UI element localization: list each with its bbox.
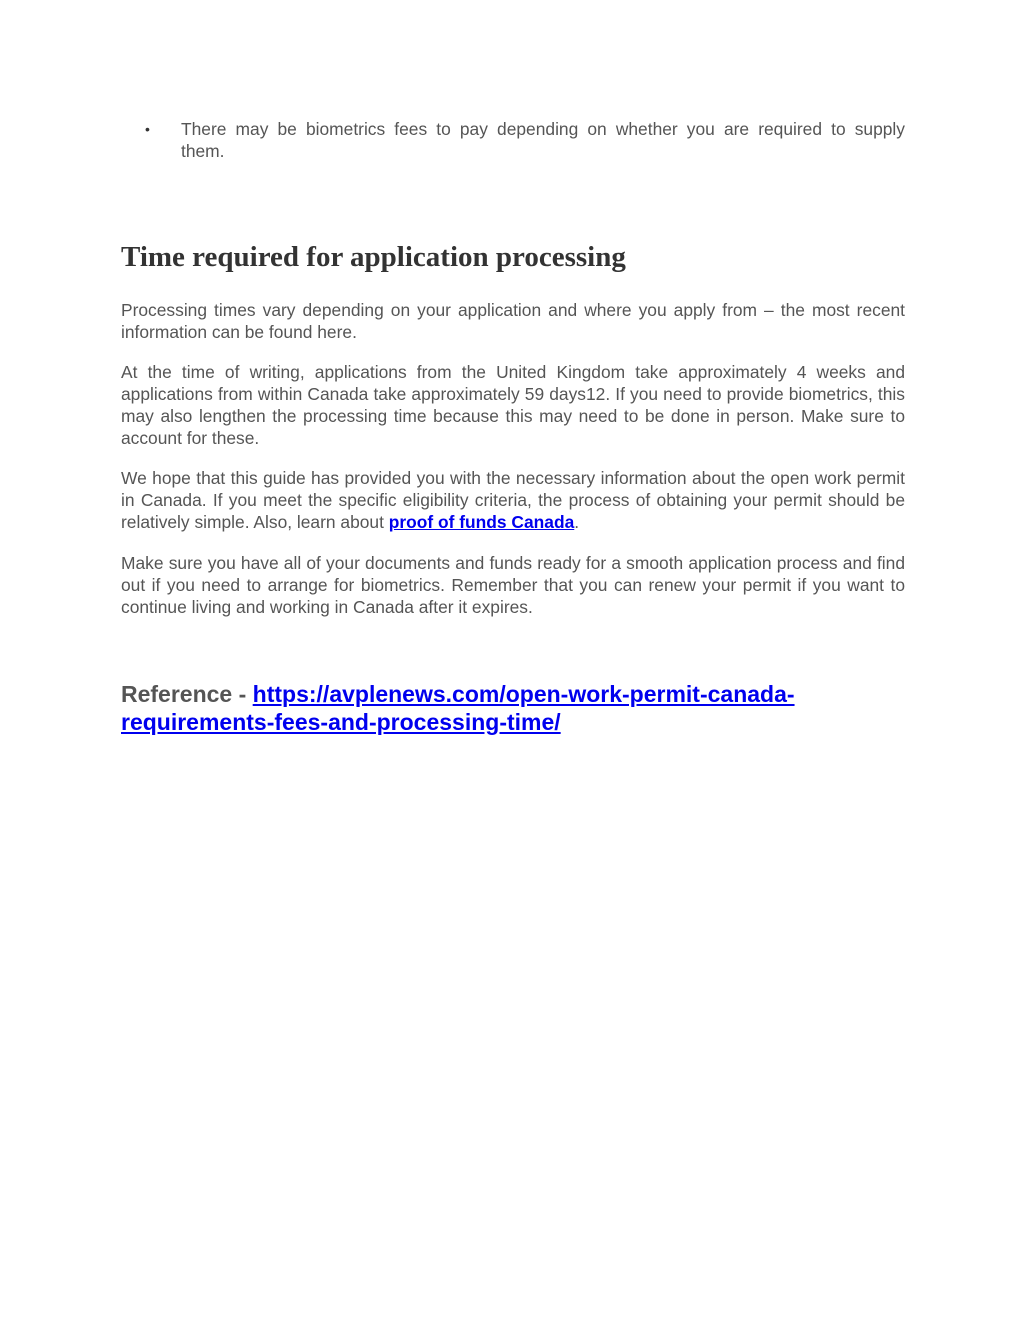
document-page (121, 118, 905, 736)
paragraph-guide-summary (121, 467, 905, 533)
bullet-marker: • (145, 121, 150, 137)
reference-url-link[interactable]: https://avplenews.com/open-work-permit-canada-requirements-fees-and-processing-time/ (121, 681, 795, 735)
bullet-text: There may be biometrics fees to pay depending on whether you are required to supply them. (181, 119, 905, 161)
reference-line (121, 680, 905, 736)
paragraph-guide-end: . (574, 512, 580, 532)
bullet-list (121, 118, 905, 162)
paragraph-guide-text: We hope that this guide has provided you with the necessary information about the open work permit in Canada. If you meet the specific eligibility criteria, the process of obtaining your permit should be relatively simple. Also, learn about (121, 468, 905, 532)
section-heading: Time required for application processing (121, 241, 626, 273)
reference-label: Reference - (121, 681, 253, 707)
paragraph-time-of-writing: At the time of writing, applications from the United Kingdom take approximately 4 weeks and applications from within Canada take approximately 59 days12. If you need to provide biometrics, this may also lengthen the processing time because this may need to be done in person. Make sure to account for these. (121, 362, 905, 448)
proof-of-funds-link[interactable]: proof of funds Canada (388, 512, 575, 532)
bullet-item (121, 118, 905, 162)
paragraph-documents-ready: Make sure you have all of your documents and funds ready for a smooth application process and find out if you need to arrange for biometrics. Remember that you can renew your permit if you want to continue living and working in Canada after it expires. (121, 553, 905, 617)
paragraph-processing-times: Processing times vary depending on your application and where you apply from – the most recent information can be found here. (121, 300, 905, 342)
